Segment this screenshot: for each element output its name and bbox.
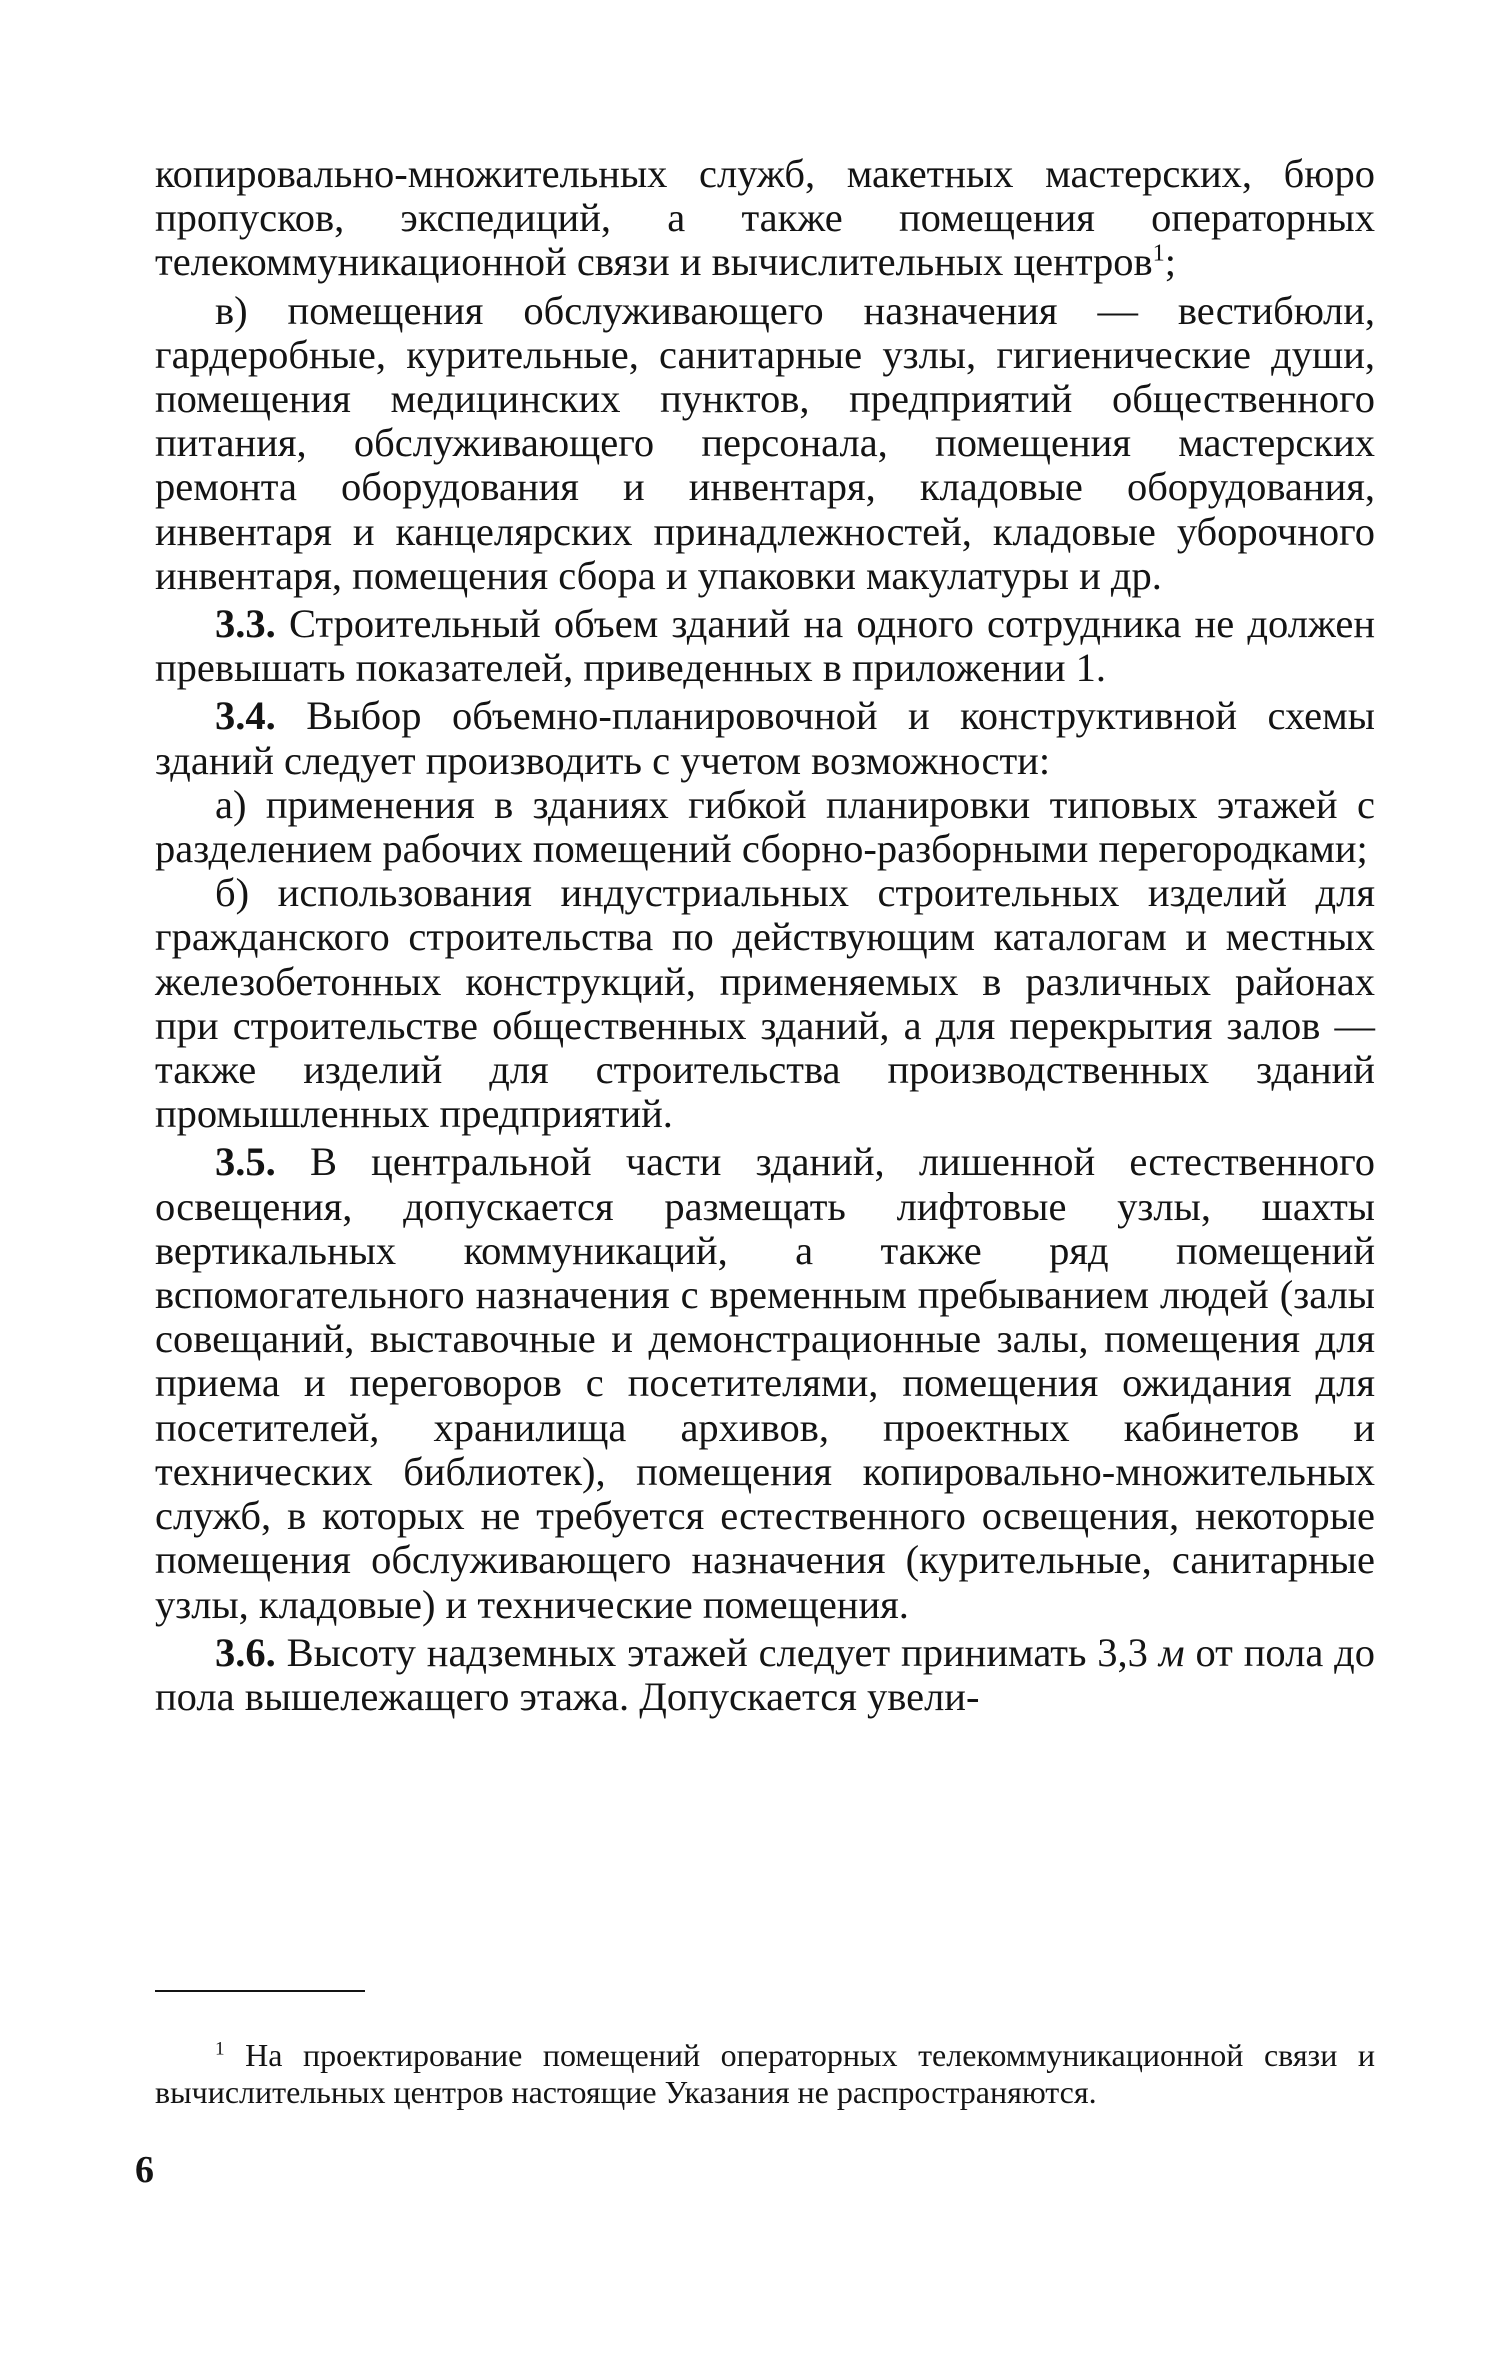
list-item-b: б) использования индустриальных строительных изделий для гражданского строительства по действующим каталогам и местных железобетонных конструкций, применяемых в различных районах при строительстве общественных зданий, а для перекрытия залов — также изделий для строительства производственных зданий промышленных предприятий. bbox=[155, 870, 1375, 1137]
section-text-continued: от пола до пола вышележащего этажа. Допускается увели- bbox=[155, 1629, 1375, 1719]
page-number: 6 bbox=[135, 2149, 154, 2191]
section-number: 3.4. bbox=[215, 693, 276, 739]
section-3-6 bbox=[155, 1631, 1375, 1719]
section-text: Строительный объем зданий на одного сотрудника не должен превышать показателей, приведенных в приложении 1. bbox=[155, 601, 1376, 691]
paragraph-continuation bbox=[155, 152, 1375, 285]
section-3-5 bbox=[155, 1140, 1375, 1626]
paragraph-text: копировально-множительных служб, макетных мастерских, бюро пропусков, экспедиций, а также помещения операторных телекоммуникационной связи и вычислительных центров bbox=[155, 151, 1375, 285]
section-number: 3.6. bbox=[215, 1629, 276, 1675]
section-number: 3.3. bbox=[215, 601, 276, 647]
list-item-v: в) помещения обслуживающего назначения — вестибюли, гардеробные, курительные, санитарные узлы, гигиенические души, помещения медицинских пунктов, предприятий общественного питания, обслуживающего персонала, помещения мастерских ремонта оборудования и инвентаря, кладовые оборудования, инвентаря и канцелярских принадлежностей, кладовые уборочного инвентаря, помещения сбора и упаковки макулатуры и др. bbox=[155, 287, 1375, 598]
section-text: Выбор объемно-планировочной и конструктивной схемы зданий следует производить с учетом возможности: bbox=[155, 693, 1376, 783]
section-text: В центральной части зданий, лишенной естественного освещения, допускается размещать лифтовые узлы, шахты вертикальных коммуникаций, а также ряд помещений вспомогательного назначения с временным пребыванием людей (залы совещаний, выставочные и демонстрационные залы, помещения для приема и переговоров с посетителями, помещения ожидания для посетителей, хранилища архивов, проектных кабинетов и технических библиотек), помещения копировально-множительных служб, в которых не требуется естественного освещения, некоторые помещения обслуживающего назначения (курительные, санитарные узлы, кладовые) и технические помещения. bbox=[155, 1139, 1375, 1627]
unit-label: м bbox=[1158, 1629, 1185, 1675]
section-text: Высоту надземных этажей следует принимать 3,3 bbox=[286, 1629, 1148, 1675]
footnote-text: На проектирование помещений операторных телекоммуникационной связи и вычислительных центров настоящие Указания не распространяются. bbox=[155, 2037, 1376, 2110]
list-item-a: а) применения в зданиях гибкой планировки типовых этажей с разделением рабочих помещений сборно-разборными перегородками; bbox=[155, 781, 1375, 872]
main-text bbox=[155, 152, 1375, 1719]
footnote-divider bbox=[155, 1990, 365, 1992]
footnote bbox=[155, 2037, 1375, 2111]
section-3-3 bbox=[155, 602, 1375, 690]
section-number: 3.5. bbox=[215, 1139, 276, 1185]
footnote-reference: 1 bbox=[1152, 239, 1165, 267]
footnote-marker: 1 bbox=[215, 2038, 225, 2060]
punctuation: ; bbox=[1164, 239, 1177, 285]
section-3-4 bbox=[155, 694, 1375, 782]
